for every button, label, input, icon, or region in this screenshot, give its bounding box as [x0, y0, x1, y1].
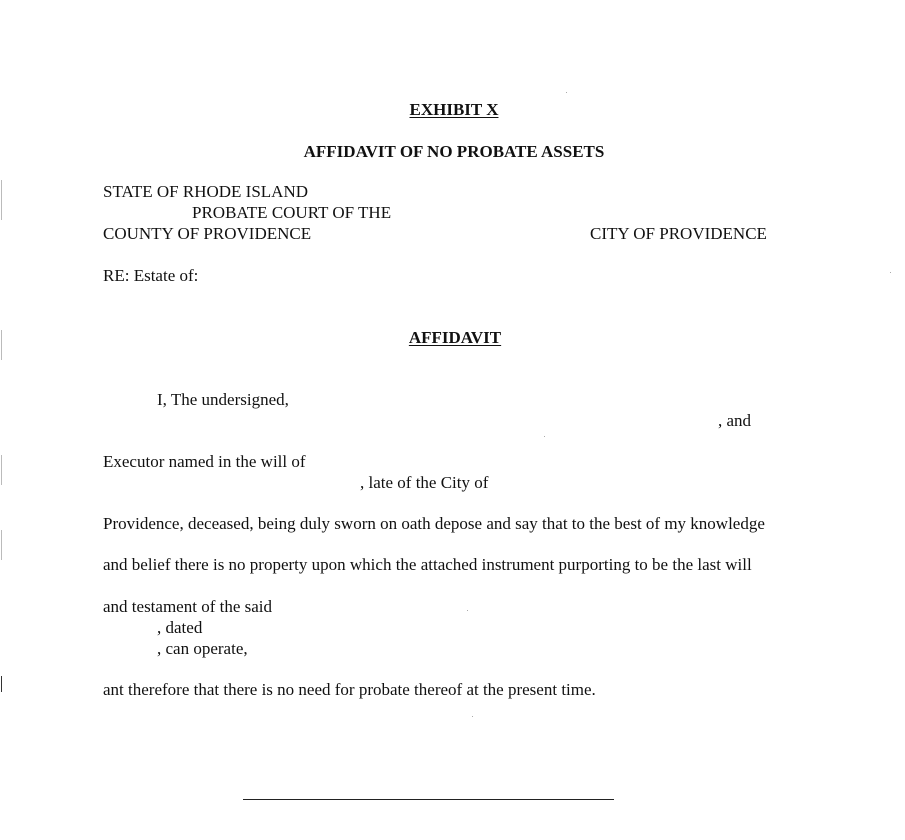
scan-speck: [544, 436, 545, 437]
body-line: , and: [718, 411, 752, 430]
scan-speck: [467, 610, 468, 611]
venue-court: PROBATE COURT OF THE: [192, 203, 392, 222]
affidavit-section-title: AFFIDAVIT: [408, 328, 502, 347]
body-line: , can operate,: [157, 639, 248, 658]
body-line: I, The undersigned,: [157, 390, 289, 409]
scan-speck: [566, 92, 567, 93]
scan-speck: [472, 716, 473, 717]
venue-city: CITY OF PROVIDENCE: [590, 224, 767, 243]
body-line: , dated: [157, 618, 203, 637]
scan-artifact: [1, 455, 2, 485]
body-line: and testament of the said: [103, 597, 273, 616]
venue-state: STATE OF RHODE ISLAND: [103, 182, 309, 201]
signature-line: [243, 799, 614, 800]
body-line: and belief there is no property upon which the attached instrument purporting to be the last will: [103, 555, 752, 574]
scan-artifact: [1, 530, 2, 560]
scan-artifact: [1, 676, 2, 692]
scan-artifact: [1, 330, 2, 360]
body-line: ant therefore that there is no need for probate thereof at the present time.: [103, 680, 596, 699]
re-estate-line: RE: Estate of:: [103, 266, 199, 285]
body-line: , late of the City of: [360, 473, 489, 492]
venue-county: COUNTY OF PROVIDENCE: [103, 224, 312, 243]
body-line: Executor named in the will of: [103, 452, 306, 471]
scan-artifact: [1, 180, 2, 220]
affidavit-heading: AFFIDAVIT OF NO PROBATE ASSETS: [303, 142, 605, 161]
exhibit-title: EXHIBIT X: [409, 100, 499, 119]
body-line: Providence, deceased, being duly sworn on oath depose and say that to the best of my knowledge: [103, 514, 765, 533]
scan-speck: [890, 272, 891, 273]
